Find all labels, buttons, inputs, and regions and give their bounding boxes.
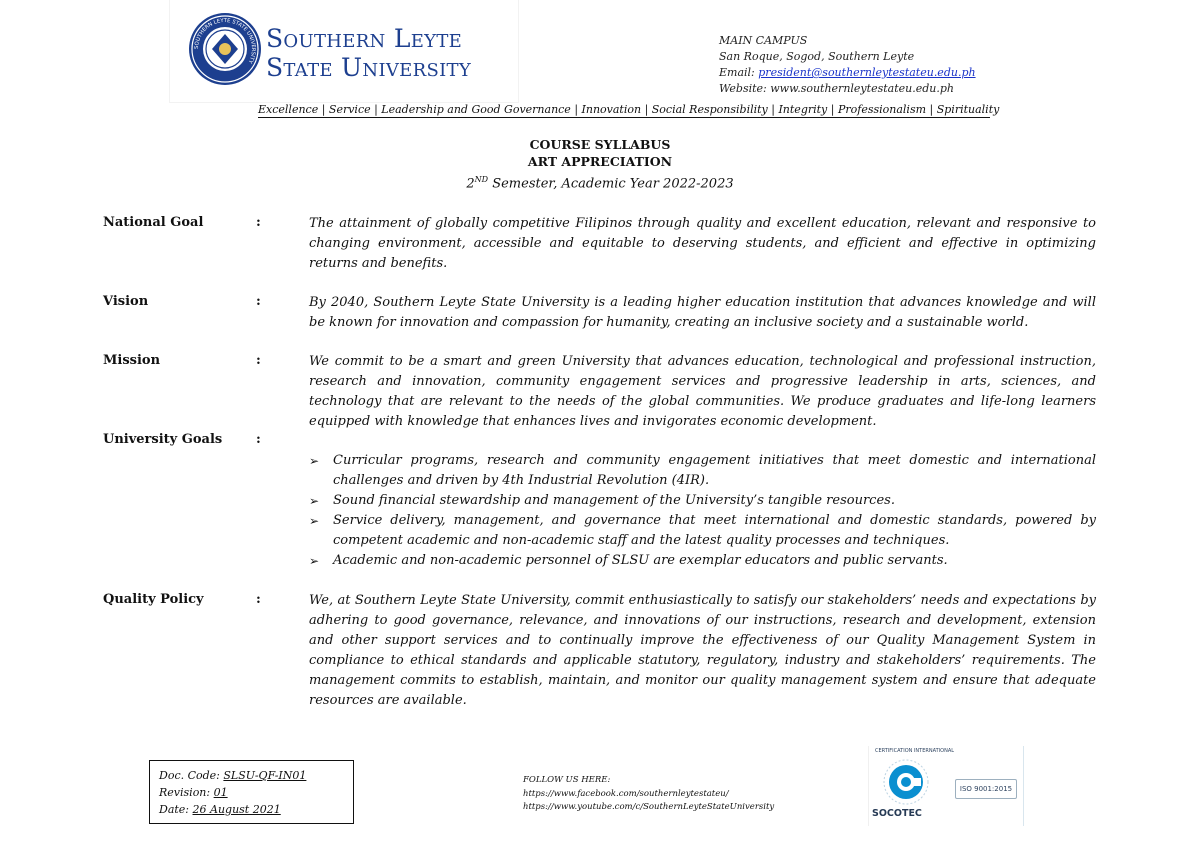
campus-address: San Roque, Sogod, Southern Leyte [719, 50, 915, 63]
vision-text: By 2040, Southern Leyte State University is a leading higher education institution that advances knowledge and will be known for innovation and compassion for humanity, creating an inclusive society and a sustainable world. [309, 295, 1096, 330]
university-seal-icon [188, 12, 262, 86]
doc-revision: Revision: 01 [159, 786, 228, 799]
national-goal-label: National Goal [103, 215, 204, 230]
mission-label: Mission [103, 353, 161, 368]
campus-email: Email: president@southernleytestateu.edu.ph [719, 66, 976, 79]
doc-date: Date: 26 August 2021 [159, 803, 281, 816]
iso-standard-badge: ISO 9001:2015 [955, 779, 1017, 799]
socotec-logo-icon [877, 756, 935, 814]
university-name-line1: Southern Leyte [266, 24, 463, 53]
list-item: ➢ Sound financial stewardship and management of the University’s tangible resources. [309, 491, 1096, 511]
vision-colon: : [256, 294, 261, 309]
list-item: ➢ Service delivery, management, and governance that meet international and domestic standards, powered by competent academic and non-academic staff and the latest quality processes and techniques. [309, 513, 1096, 548]
syllabus-title [0, 136, 1200, 193]
list-item: ➢ Academic and non-academic personnel of SLSU are exemplar educators and public servants. [309, 551, 1096, 571]
university-logo-banner [170, 0, 518, 102]
doc-code: Doc. Code: SLSU-QF-IN01 [159, 769, 307, 782]
arrow-bullet-icon: ➢ [309, 514, 320, 528]
quality-policy-colon: : [256, 592, 261, 607]
facebook-link[interactable]: https://www.facebook.com/southernleytestateu/ [523, 788, 729, 799]
mission-colon: : [256, 353, 261, 368]
arrow-bullet-icon: ➢ [309, 494, 320, 508]
follow-label: FOLLOW US HERE: [523, 775, 611, 785]
arrow-bullet-icon: ➢ [309, 454, 320, 468]
follow-us [523, 774, 774, 815]
youtube-link[interactable]: https://www.youtube.com/c/SouthernLeyteStateUniversity [523, 802, 775, 812]
campus-website: Website: www.southernleytestateu.edu.ph [719, 82, 954, 95]
iso-certification [868, 746, 1024, 826]
arrow-bullet-icon: ➢ [309, 554, 320, 568]
quality-policy-text: We, at Southern Leyte State University, commit enthusiastically to satisfy our stakeholders’ needs and expectations by adhering to good governance, relevance, and innovations of our instructions, research and development, extension and other support services and to continually improve the effectiveness of our Quality Management System in compliance to ethical standards and applicable statutory, regulatory, industry and stakeholders’ requirements. The management commits to establish, maintain, and monitor our quality management system and ensure that adequate resources are available. [309, 593, 1096, 708]
title-semester: 2ND Semester, Academic Year 2022-2023 [466, 175, 734, 192]
mission-text: We commit to be a smart and green University that advances education, technological and professional instruction, research and innovation, community engagement services and progressive leadership in arts, sciences, and technology that are relevant to the needs of the global communities. We produce graduates and life-long learners equipped with knowledge that enhances lives and invigorates economic development. [309, 354, 1096, 429]
socotec-label: SOCOTEC [872, 808, 922, 819]
title-subject: ART APPRECIATION [527, 154, 673, 169]
university-goals-list [309, 451, 1096, 571]
vision-label: Vision [103, 294, 149, 309]
document-control-box [149, 760, 354, 824]
national-goal-colon: : [256, 215, 261, 230]
email-link[interactable]: president@southernleytestateu.edu.ph [758, 66, 976, 79]
university-name [266, 24, 471, 82]
certification-arc-text: CERTIFICATION INTERNATIONAL [875, 748, 955, 754]
university-goals-colon: : [256, 432, 261, 447]
title-course-syllabus: COURSE SYLLABUS [529, 137, 671, 152]
campus-info [719, 33, 976, 97]
campus-label: MAIN CAMPUS [719, 34, 808, 47]
list-item: ➢ Curricular programs, research and community engagement initiatives that meet domestic and international challenges and driven by 4th Industrial Revolution (4IR). [309, 453, 1096, 488]
quality-policy-label: Quality Policy [103, 592, 204, 607]
core-values: Excellence | Service | Leadership and Good Governance | Innovation | Social Responsibility | Integrity | Professionalism | Spirituality [258, 103, 1000, 116]
university-goals-label: University Goals [103, 432, 223, 447]
national-goal-text: The attainment of globally competitive Filipinos through quality and excellent education, relevant and responsive to changing environment, accessible and equitable to deserving students, and efficient and effective in optimizing returns and benefits. [309, 216, 1096, 271]
university-name-line2: State University [266, 53, 472, 82]
seal-ring-text: SOUTHERN LEYTE STATE UNIVERSITY [193, 17, 257, 65]
